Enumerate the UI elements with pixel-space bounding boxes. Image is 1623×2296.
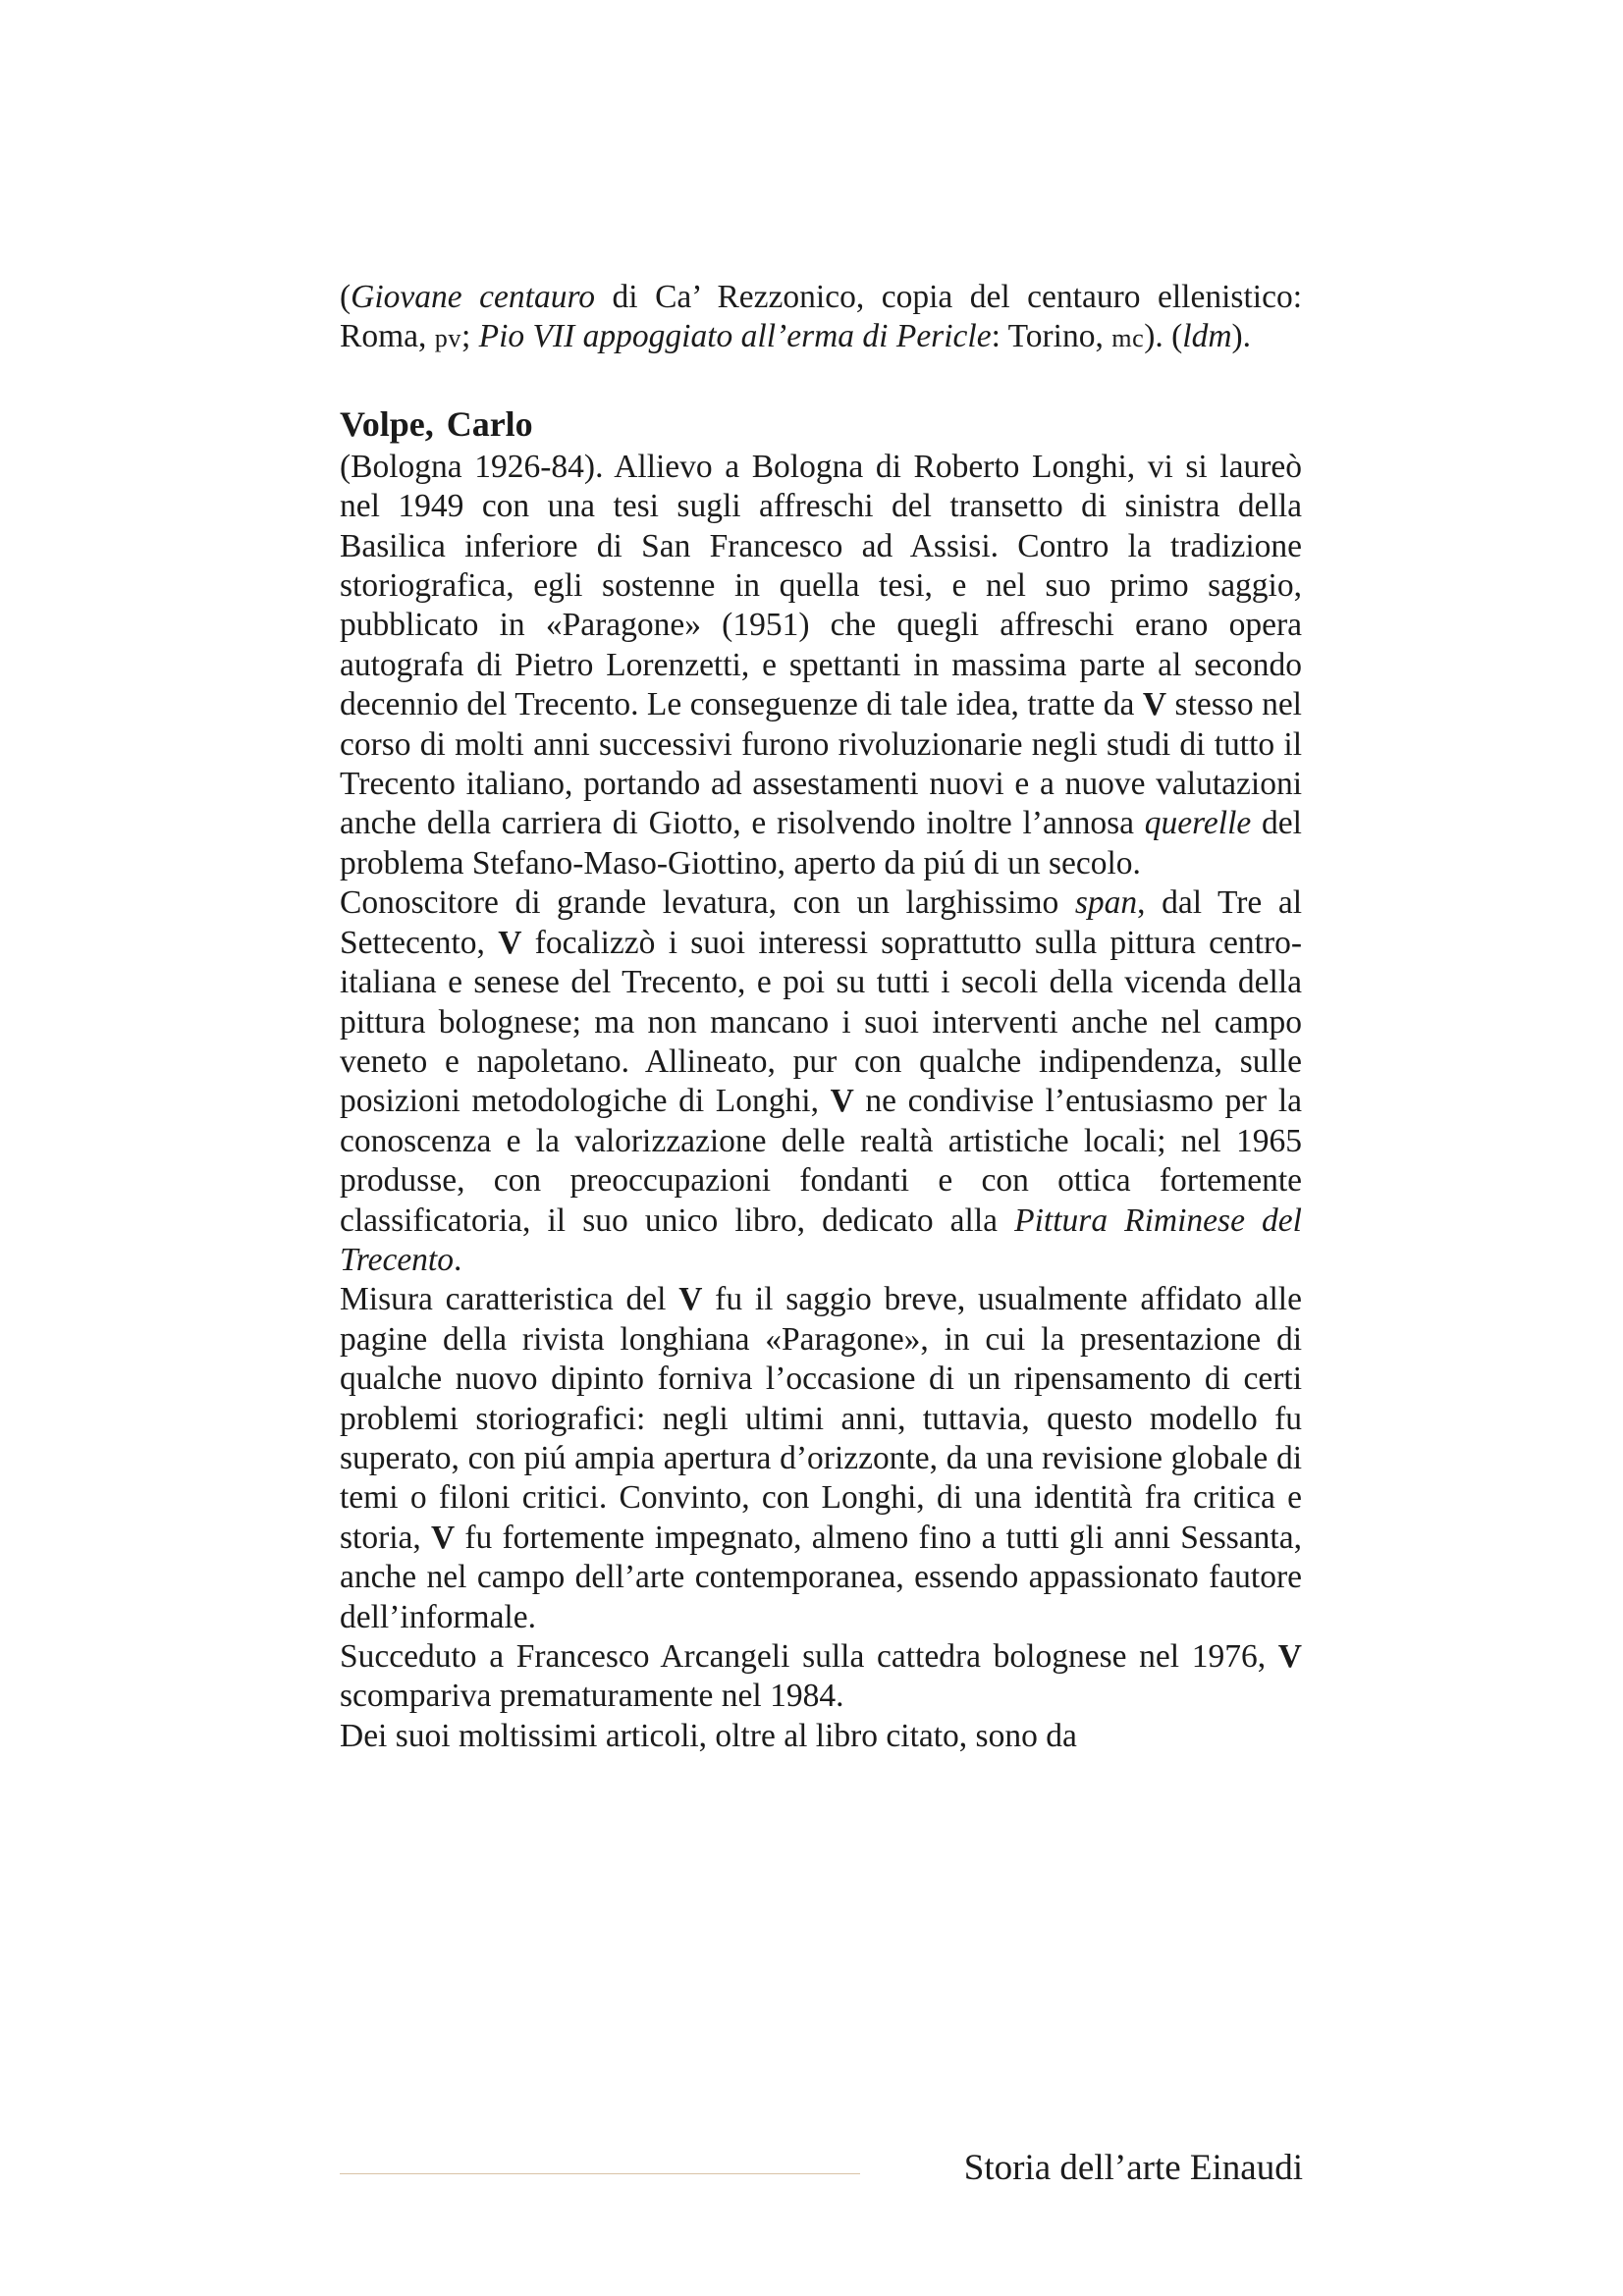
- text-run: , dal Tre al Settecento,: [340, 884, 1302, 961]
- footer-publisher: Storia dell’arte Einaudi: [963, 2148, 1303, 2188]
- text-run: focalizzò i suoi interessi soprattutto sulla pittura centro-italiana e senese del Trecento, e poi su tutti i secoli della vicenda della pittura bolognese; ma non mancano i suoi interventi anche nel campo veneto e napoletano. Allineato, pur con qualche indipendenza, sulle posizioni metodologiche di Longhi,: [340, 924, 1303, 1120]
- entry-paragraph-2: [340, 883, 1302, 1280]
- text-run: ne condivise l’entusiasmo per la conoscenza e la valorizzazione delle realtà artistiche locali; nel 1965 produsse, con preoccupazioni fondanti e con ottica fortemente classificatoria, il suo unico libro, dedicato alla: [340, 1083, 1303, 1239]
- text-run: fu fortemente impegnato, almeno fino a tutti gli anni Sessanta, anche nel campo dell’arte contemporanea, essendo appassionato fautore dell’informale.: [340, 1519, 1302, 1635]
- work-title: Pio VII appoggiato all’erma di Pericle: [478, 318, 992, 355]
- work-title: Giovane centauro: [351, 279, 595, 315]
- text-run: Conoscitore di grande levatura, con un larghissimo: [340, 884, 1075, 922]
- text-run: scompariva prematuramente nel 1984.: [340, 1678, 844, 1715]
- entry-paragraph-5: Dei suoi moltissimi articoli, oltre al libro citato, sono da: [340, 1717, 1077, 1754]
- subject-abbreviation: V: [1142, 686, 1167, 723]
- entry-title: Volpe, Carlo: [340, 403, 533, 444]
- book-title: Pittura Riminese del Trecento: [340, 1201, 1302, 1278]
- text-run: ).: [1231, 318, 1252, 355]
- text-run: ;: [460, 318, 479, 355]
- subject-abbreviation: V: [830, 1083, 854, 1120]
- text-run: Misura caratteristica del: [340, 1281, 679, 1318]
- italic-term: querelle: [1144, 805, 1252, 842]
- location-abbreviation: mc: [1111, 324, 1145, 353]
- subject-abbreviation: V: [1277, 1638, 1302, 1675]
- entry-paragraph-4: [340, 1637, 1302, 1717]
- text-run: del problema Stefano-Maso-Giottino, aperto da piú di un secolo.: [340, 805, 1302, 881]
- author-initials: ldm: [1182, 318, 1232, 355]
- subject-abbreviation: V: [430, 1519, 456, 1556]
- lead-paragraph: [340, 278, 1302, 359]
- text-run: Succeduto a Francesco Arcangeli sulla cattedra bolognese nel 1976,: [340, 1638, 1278, 1675]
- location-abbreviation: pv: [434, 324, 461, 353]
- italic-term: span: [1074, 884, 1138, 922]
- text-run: fu il saggio breve, usualmente affidato alle pagine della rivista longhiana «Paragone», in cui la presentazione di qualche nuovo dipinto forniva l’occasione di un ripensamento di certi problemi storiografici: negli ultimi anni, tuttavia, questo modello fu superato, con piú ampia apertura d’orizzonte, da una revisione globale di temi o filoni critici. Convinto, con Longhi, di una identità fra critica e storia,: [340, 1281, 1302, 1556]
- subject-abbreviation: V: [678, 1281, 703, 1318]
- text-run: .: [454, 1241, 462, 1278]
- subject-abbreviation: V: [498, 924, 522, 961]
- entry-paragraph-3: [340, 1280, 1302, 1637]
- text-run: (Bologna 1926-84). Allievo a Bologna di Roberto Longhi, vi si laureò nel 1949 con una tesi sugli affreschi del transetto di sinistra della Basilica inferiore di San Francesco ad Assisi. Contro la tradizione storiografica, egli sostenne in quella tesi, e nel suo primo saggio, pubblicato in «Paragone» (1951) che quegli affreschi erano opera autografa di Pietro Lorenzetti, e spettanti in massima parte al secondo decennio del Trecento. Le conseguenze di tale idea, tratte da: [340, 448, 1302, 723]
- text-run: di Ca’ Rezzonico, copia del centauro ellenistico: Roma,: [340, 279, 1302, 355]
- entry-paragraph-1: [340, 448, 1302, 883]
- text-run: : Torino,: [991, 318, 1112, 355]
- footer-divider: [340, 2173, 860, 2174]
- text-run: stesso nel corso di molti anni successivi furono rivoluzionarie negli studi di tutto il Trecento italiano, portando ad assestamenti nuovi e a nuove valutazioni anche della carriera di Giotto, e risolvendo inoltre l’annosa: [340, 686, 1302, 842]
- text-run: (: [340, 279, 352, 315]
- text-run: ). (: [1144, 318, 1183, 355]
- document-body: [340, 278, 1302, 1756]
